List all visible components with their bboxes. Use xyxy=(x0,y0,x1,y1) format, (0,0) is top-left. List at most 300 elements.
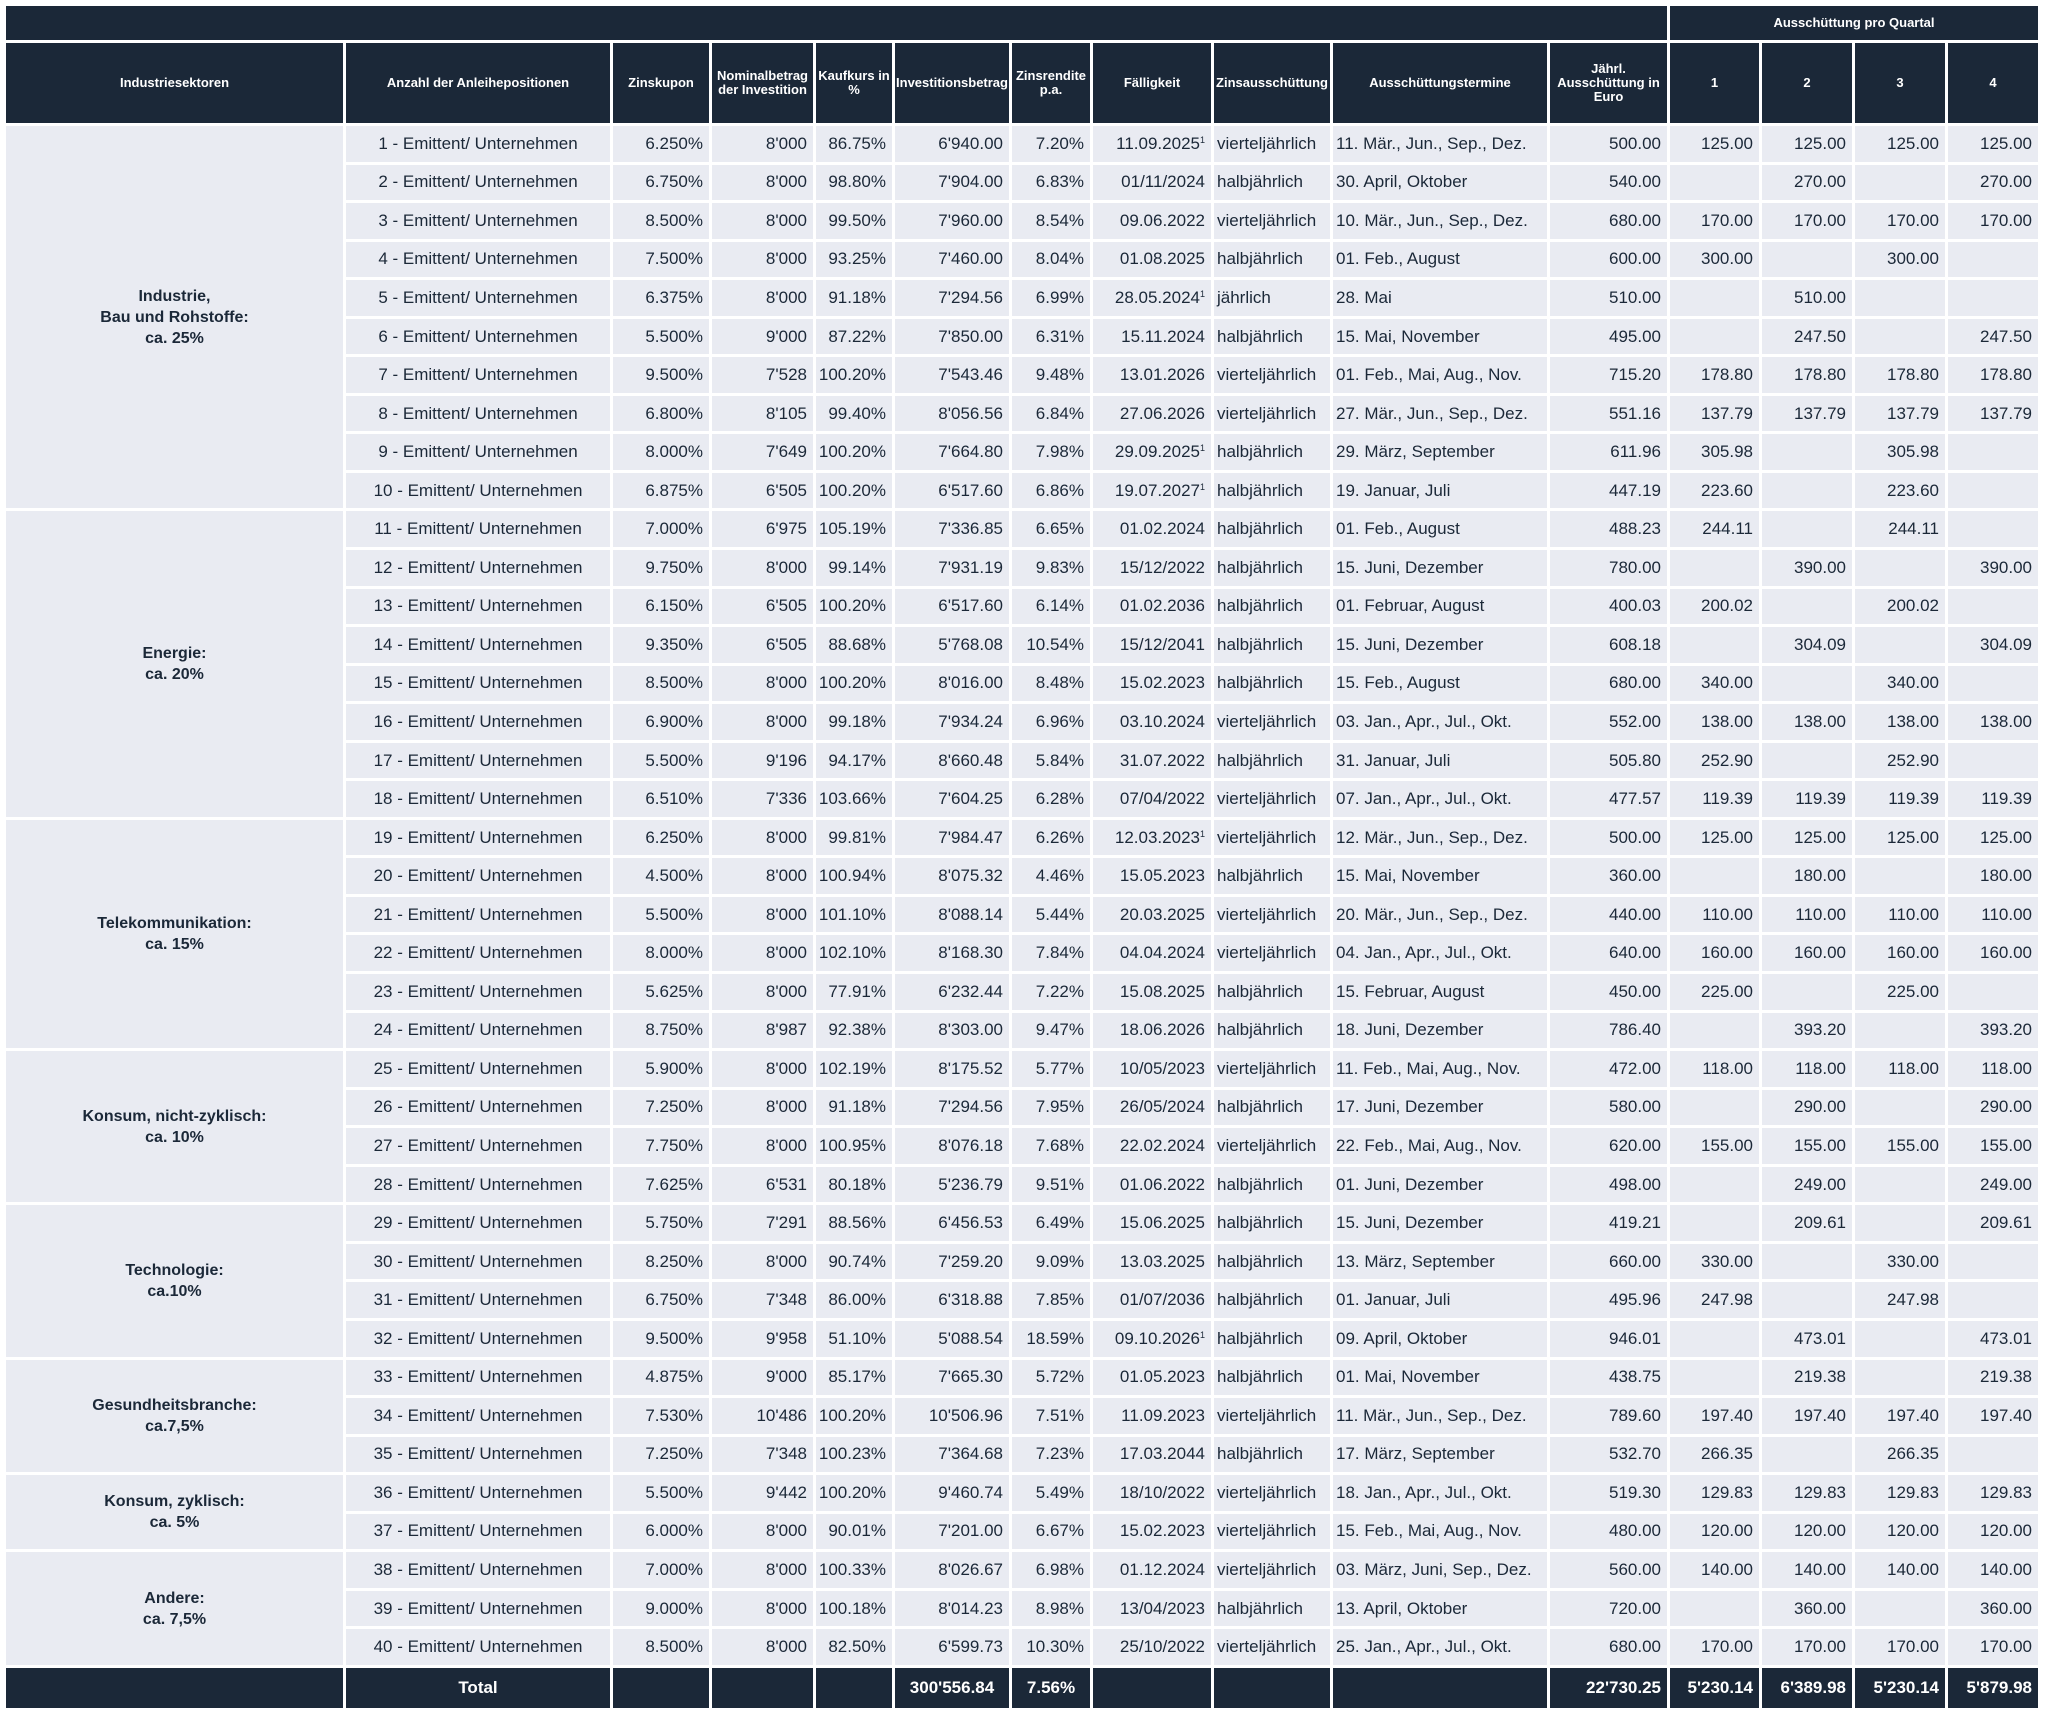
nominal-cell: 9'000 xyxy=(712,319,813,355)
position-cell: 36 - Emittent/ Unternehmen xyxy=(346,1475,610,1511)
q2-cell: 120.00 xyxy=(1762,1514,1852,1550)
total-empty-dates xyxy=(1333,1668,1547,1708)
position-cell: 6 - Emittent/ Unternehmen xyxy=(346,319,610,355)
q1-cell: 252.90 xyxy=(1670,743,1759,779)
q1-cell: 125.00 xyxy=(1670,820,1759,856)
maturity-date: 01.08.2025 xyxy=(1119,249,1205,269)
q4-cell xyxy=(1948,1244,2038,1280)
table-row xyxy=(6,1051,2038,1087)
footnote-marker: 1 xyxy=(1199,443,1205,454)
nominal-cell: 8'000 xyxy=(712,974,813,1010)
yield-cell: 7.20% xyxy=(1012,126,1090,162)
yield-cell: 6.49% xyxy=(1012,1205,1090,1241)
q1-cell xyxy=(1670,1321,1759,1357)
q4-cell: 125.00 xyxy=(1948,126,2038,162)
interest-frequency-cell: vierteljährlich xyxy=(1214,126,1330,162)
maturity-cell xyxy=(1093,1128,1211,1164)
coupon-cell: 5.500% xyxy=(613,743,709,779)
maturity-date: 20.03.2025 xyxy=(1119,904,1205,924)
yield-cell: 7.22% xyxy=(1012,974,1090,1010)
maturity-cell xyxy=(1093,434,1211,470)
maturity-cell xyxy=(1093,396,1211,432)
payment-dates-cell: 12. Mär., Jun., Sep., Dez. xyxy=(1333,820,1547,856)
price-cell: 82.50% xyxy=(816,1629,892,1665)
nominal-cell: 9'958 xyxy=(712,1321,813,1357)
total-empty-frequency xyxy=(1214,1668,1330,1708)
price-cell: 100.20% xyxy=(816,1398,892,1434)
q3-cell: 160.00 xyxy=(1855,935,1945,971)
investment-cell: 9'460.74 xyxy=(895,1475,1009,1511)
price-cell: 102.10% xyxy=(816,935,892,971)
q3-cell xyxy=(1855,280,1945,316)
coupon-cell: 6.250% xyxy=(613,820,709,856)
position-cell: 21 - Emittent/ Unternehmen xyxy=(346,897,610,933)
q2-cell: 360.00 xyxy=(1762,1591,1852,1627)
yield-cell: 8.98% xyxy=(1012,1591,1090,1627)
maturity-cell xyxy=(1093,743,1211,779)
total-empty-nominal xyxy=(712,1668,813,1708)
price-cell: 100.18% xyxy=(816,1591,892,1627)
yield-cell: 9.48% xyxy=(1012,357,1090,393)
maturity-cell xyxy=(1093,550,1211,586)
interest-frequency-cell: vierteljährlich xyxy=(1214,1475,1330,1511)
payment-dates-cell: 30. April, Oktober xyxy=(1333,165,1547,201)
price-cell: 100.23% xyxy=(816,1437,892,1473)
interest-frequency-cell: halbjährlich xyxy=(1214,974,1330,1010)
q3-cell: 138.00 xyxy=(1855,704,1945,740)
q3-cell: 137.79 xyxy=(1855,396,1945,432)
coupon-cell: 7.530% xyxy=(613,1398,709,1434)
yield-cell: 8.04% xyxy=(1012,242,1090,278)
q1-cell: 300.00 xyxy=(1670,242,1759,278)
q2-cell xyxy=(1762,434,1852,470)
nominal-cell: 8'000 xyxy=(712,897,813,933)
q3-cell: 330.00 xyxy=(1855,1244,1945,1280)
maturity-date: 01/11/2024 xyxy=(1121,172,1205,192)
maturity-cell xyxy=(1093,242,1211,278)
q1-cell: 223.60 xyxy=(1670,473,1759,509)
maturity-date: 15/12/2041 xyxy=(1119,634,1205,654)
nominal-cell: 8'987 xyxy=(712,1013,813,1049)
col-header-q4: 4 xyxy=(1948,43,2038,123)
position-cell: 15 - Emittent/ Unternehmen xyxy=(346,666,610,702)
maturity-date: 18/10/2022 xyxy=(1119,1482,1205,1502)
interest-frequency-cell: halbjährlich xyxy=(1214,242,1330,278)
yield-cell: 9.47% xyxy=(1012,1013,1090,1049)
q2-cell: 247.50 xyxy=(1762,319,1852,355)
payment-dates-cell: 03. März, Juni, Sep., Dez. xyxy=(1333,1552,1547,1588)
position-cell: 8 - Emittent/ Unternehmen xyxy=(346,396,610,432)
header-spacer xyxy=(6,6,1667,40)
coupon-cell: 6.250% xyxy=(613,126,709,162)
interest-frequency-cell: vierteljährlich xyxy=(1214,1398,1330,1434)
annual-payout-cell: 505.80 xyxy=(1550,743,1667,779)
investment-cell: 7'934.24 xyxy=(895,704,1009,740)
q3-cell: 252.90 xyxy=(1855,743,1945,779)
annual-payout-cell: 680.00 xyxy=(1550,666,1667,702)
position-cell: 4 - Emittent/ Unternehmen xyxy=(346,242,610,278)
interest-frequency-cell: halbjährlich xyxy=(1214,743,1330,779)
maturity-date: 01.12.2024 xyxy=(1119,1560,1205,1579)
nominal-cell: 8'000 xyxy=(712,1552,813,1588)
yield-cell: 9.83% xyxy=(1012,550,1090,586)
bond-rows xyxy=(6,126,2038,1665)
payment-dates-cell: 01. Januar, Juli xyxy=(1333,1282,1547,1318)
interest-frequency-cell: vierteljährlich xyxy=(1214,820,1330,856)
position-cell: 30 - Emittent/ Unternehmen xyxy=(346,1244,610,1280)
maturity-date: 13.01.2026 xyxy=(1119,365,1205,385)
nominal-cell: 7'649 xyxy=(712,434,813,470)
maturity-date: 09.10.2026 xyxy=(1114,1328,1200,1348)
payment-dates-cell: 01. Feb., August xyxy=(1333,511,1547,547)
yield-cell: 7.85% xyxy=(1012,1282,1090,1318)
coupon-cell: 5.500% xyxy=(613,1475,709,1511)
q4-cell xyxy=(1948,743,2038,779)
q1-cell: 137.79 xyxy=(1670,396,1759,432)
yield-cell: 8.48% xyxy=(1012,666,1090,702)
q4-cell: 290.00 xyxy=(1948,1090,2038,1126)
interest-frequency-cell: halbjährlich xyxy=(1214,1244,1330,1280)
price-cell: 92.38% xyxy=(816,1013,892,1049)
maturity-cell xyxy=(1093,1090,1211,1126)
q1-cell: 340.00 xyxy=(1670,666,1759,702)
price-cell: 86.75% xyxy=(816,126,892,162)
q1-cell xyxy=(1670,550,1759,586)
maturity-cell xyxy=(1093,1591,1211,1627)
payment-dates-cell: 11. Mär., Jun., Sep., Dez. xyxy=(1333,126,1547,162)
q3-cell: 110.00 xyxy=(1855,897,1945,933)
q2-cell: 170.00 xyxy=(1762,203,1852,239)
coupon-cell: 6.875% xyxy=(613,473,709,509)
payment-dates-cell: 15. Juni, Dezember xyxy=(1333,550,1547,586)
coupon-cell: 7.500% xyxy=(613,242,709,278)
maturity-cell xyxy=(1093,1282,1211,1318)
coupon-cell: 8.000% xyxy=(613,434,709,470)
annual-payout-cell: 540.00 xyxy=(1550,165,1667,201)
interest-frequency-cell: halbjährlich xyxy=(1214,165,1330,201)
position-cell: 25 - Emittent/ Unternehmen xyxy=(346,1051,610,1087)
q3-cell: 155.00 xyxy=(1855,1128,1945,1164)
q2-cell: 270.00 xyxy=(1762,165,1852,201)
col-header-sector: Industriesektoren xyxy=(6,43,343,123)
maturity-date: 15.02.2023 xyxy=(1119,1521,1205,1541)
yield-cell: 7.98% xyxy=(1012,434,1090,470)
total-investment: 300'556.84 xyxy=(895,1668,1009,1708)
maturity-date: 10/05/2023 xyxy=(1119,1058,1205,1078)
maturity-cell xyxy=(1093,666,1211,702)
coupon-cell: 9.750% xyxy=(613,550,709,586)
q4-cell: 155.00 xyxy=(1948,1128,2038,1164)
maturity-date: 13/04/2023 xyxy=(1119,1598,1205,1618)
payment-dates-cell: 07. Jan., Apr., Jul., Okt. xyxy=(1333,781,1547,817)
position-cell: 1 - Emittent/ Unternehmen xyxy=(346,126,610,162)
table-row xyxy=(6,820,2038,856)
position-cell: 24 - Emittent/ Unternehmen xyxy=(346,1013,610,1049)
position-cell: 33 - Emittent/ Unternehmen xyxy=(346,1360,610,1396)
interest-frequency-cell: halbjährlich xyxy=(1214,1282,1330,1318)
q2-cell: 393.20 xyxy=(1762,1013,1852,1049)
payment-dates-cell: 09. April, Oktober xyxy=(1333,1321,1547,1357)
interest-frequency-cell: vierteljährlich xyxy=(1214,781,1330,817)
q4-cell: 247.50 xyxy=(1948,319,2038,355)
footnote-marker: 1 xyxy=(1199,1329,1205,1340)
maturity-date: 15.06.2025 xyxy=(1119,1213,1205,1233)
payment-dates-cell: 17. Juni, Dezember xyxy=(1333,1090,1547,1126)
investment-cell: 7'364.68 xyxy=(895,1437,1009,1473)
q4-cell: 110.00 xyxy=(1948,897,2038,933)
coupon-cell: 8.500% xyxy=(613,203,709,239)
col-header-nominal: Nominalbetrag der Investition xyxy=(712,43,813,123)
total-q2: 6'389.98 xyxy=(1762,1668,1852,1708)
price-cell: 91.18% xyxy=(816,280,892,316)
maturity-cell xyxy=(1093,319,1211,355)
total-label: Total xyxy=(346,1668,610,1708)
q2-cell: 140.00 xyxy=(1762,1552,1852,1588)
yield-cell: 6.67% xyxy=(1012,1514,1090,1550)
price-cell: 91.18% xyxy=(816,1090,892,1126)
maturity-date: 07/04/2022 xyxy=(1119,789,1205,809)
coupon-cell: 6.750% xyxy=(613,165,709,201)
investment-cell: 8'088.14 xyxy=(895,897,1009,933)
q3-cell: 170.00 xyxy=(1855,1629,1945,1665)
payment-dates-cell: 19. Januar, Juli xyxy=(1333,473,1547,509)
maturity-date: 25/10/2022 xyxy=(1119,1637,1205,1657)
price-cell: 103.66% xyxy=(816,781,892,817)
q1-cell: 178.80 xyxy=(1670,357,1759,393)
q4-cell xyxy=(1948,589,2038,625)
coupon-cell: 8.000% xyxy=(613,935,709,971)
interest-frequency-cell: vierteljährlich xyxy=(1214,1128,1330,1164)
coupon-cell: 9.500% xyxy=(613,1321,709,1357)
maturity-date: 15.11.2024 xyxy=(1121,326,1205,346)
interest-frequency-cell: vierteljährlich xyxy=(1214,704,1330,740)
position-cell: 32 - Emittent/ Unternehmen xyxy=(346,1321,610,1357)
col-header-positions: Anzahl der Anleihepositionen xyxy=(346,43,610,123)
q4-cell: 138.00 xyxy=(1948,704,2038,740)
annual-payout-cell: 580.00 xyxy=(1550,1090,1667,1126)
yield-cell: 7.84% xyxy=(1012,935,1090,971)
annual-payout-cell: 608.18 xyxy=(1550,627,1667,663)
position-cell: 23 - Emittent/ Unternehmen xyxy=(346,974,610,1010)
coupon-cell: 6.800% xyxy=(613,396,709,432)
interest-frequency-cell: halbjährlich xyxy=(1214,1321,1330,1357)
payment-dates-cell: 13. April, Oktober xyxy=(1333,1591,1547,1627)
q2-cell xyxy=(1762,1437,1852,1473)
q3-cell xyxy=(1855,319,1945,355)
nominal-cell: 8'000 xyxy=(712,1128,813,1164)
yield-cell: 6.26% xyxy=(1012,820,1090,856)
maturity-cell xyxy=(1093,473,1211,509)
annual-payout-cell: 440.00 xyxy=(1550,897,1667,933)
nominal-cell: 8'000 xyxy=(712,820,813,856)
price-cell: 88.56% xyxy=(816,1205,892,1241)
col-header-price: Kaufkurs in % xyxy=(816,43,892,123)
position-cell: 13 - Emittent/ Unternehmen xyxy=(346,589,610,625)
price-cell: 99.81% xyxy=(816,820,892,856)
q1-cell xyxy=(1670,1013,1759,1049)
q2-cell: 170.00 xyxy=(1762,1629,1852,1665)
position-cell: 37 - Emittent/ Unternehmen xyxy=(346,1514,610,1550)
q2-cell: 304.09 xyxy=(1762,627,1852,663)
q4-cell: 197.40 xyxy=(1948,1398,2038,1434)
coupon-cell: 5.750% xyxy=(613,1205,709,1241)
payment-dates-cell: 25. Jan., Apr., Jul., Okt. xyxy=(1333,1629,1547,1665)
q4-cell: 393.20 xyxy=(1948,1013,2038,1049)
total-row xyxy=(6,1668,2038,1708)
investment-cell: 6'318.88 xyxy=(895,1282,1009,1318)
payment-dates-cell: 01. Feb., August xyxy=(1333,242,1547,278)
maturity-cell xyxy=(1093,820,1211,856)
maturity-cell xyxy=(1093,858,1211,894)
position-cell: 9 - Emittent/ Unternehmen xyxy=(346,434,610,470)
payment-dates-cell: 15. Juni, Dezember xyxy=(1333,627,1547,663)
maturity-date: 01.05.2023 xyxy=(1119,1367,1205,1387)
nominal-cell: 8'000 xyxy=(712,550,813,586)
investment-cell: 8'014.23 xyxy=(895,1591,1009,1627)
nominal-cell: 7'528 xyxy=(712,357,813,393)
q1-cell xyxy=(1670,858,1759,894)
position-cell: 3 - Emittent/ Unternehmen xyxy=(346,203,610,239)
maturity-cell xyxy=(1093,935,1211,971)
nominal-cell: 8'000 xyxy=(712,242,813,278)
yield-cell: 6.14% xyxy=(1012,589,1090,625)
total-q3: 5'230.14 xyxy=(1855,1668,1945,1708)
payment-dates-cell: 15. Februar, August xyxy=(1333,974,1547,1010)
q2-cell: 180.00 xyxy=(1762,858,1852,894)
q4-cell: 180.00 xyxy=(1948,858,2038,894)
q3-cell: 140.00 xyxy=(1855,1552,1945,1588)
investment-cell: 7'850.00 xyxy=(895,319,1009,355)
sector-label: Energie: ca. 20% xyxy=(6,511,343,816)
annual-payout-cell: 680.00 xyxy=(1550,1629,1667,1665)
annual-payout-cell: 680.00 xyxy=(1550,203,1667,239)
investment-cell: 7'931.19 xyxy=(895,550,1009,586)
maturity-date: 01/07/2036 xyxy=(1119,1290,1205,1310)
q3-cell: 223.60 xyxy=(1855,473,1945,509)
investment-cell: 8'303.00 xyxy=(895,1013,1009,1049)
nominal-cell: 7'348 xyxy=(712,1437,813,1473)
investment-cell: 7'604.25 xyxy=(895,781,1009,817)
annual-payout-cell: 472.00 xyxy=(1550,1051,1667,1087)
maturity-date: 01.02.2024 xyxy=(1119,519,1205,539)
interest-frequency-cell: halbjährlich xyxy=(1214,858,1330,894)
payment-dates-cell: 15. Feb., August xyxy=(1333,666,1547,702)
sector-label: Andere: ca. 7,5% xyxy=(6,1552,343,1665)
annual-payout-cell: 786.40 xyxy=(1550,1013,1667,1049)
interest-frequency-cell: vierteljährlich xyxy=(1214,1629,1330,1665)
q1-cell: 138.00 xyxy=(1670,704,1759,740)
q2-cell: 473.01 xyxy=(1762,1321,1852,1357)
col-header-investment: Investitionsbetrag xyxy=(895,43,1009,123)
price-cell: 100.95% xyxy=(816,1128,892,1164)
col-header-q3: 3 xyxy=(1855,43,1945,123)
q4-cell: 219.38 xyxy=(1948,1360,2038,1396)
position-cell: 19 - Emittent/ Unternehmen xyxy=(346,820,610,856)
investment-cell: 8'076.18 xyxy=(895,1128,1009,1164)
position-cell: 26 - Emittent/ Unternehmen xyxy=(346,1090,610,1126)
annual-payout-cell: 360.00 xyxy=(1550,858,1667,894)
q1-cell: 225.00 xyxy=(1670,974,1759,1010)
q4-cell: 119.39 xyxy=(1948,781,2038,817)
investment-cell: 7'960.00 xyxy=(895,203,1009,239)
position-cell: 16 - Emittent/ Unternehmen xyxy=(346,704,610,740)
position-cell: 20 - Emittent/ Unternehmen xyxy=(346,858,610,894)
nominal-cell: 8'000 xyxy=(712,1514,813,1550)
coupon-cell: 5.500% xyxy=(613,319,709,355)
maturity-cell xyxy=(1093,704,1211,740)
col-header-q2: 2 xyxy=(1762,43,1852,123)
payment-dates-cell: 17. März, September xyxy=(1333,1437,1547,1473)
q2-cell: 129.83 xyxy=(1762,1475,1852,1511)
q1-cell: 170.00 xyxy=(1670,203,1759,239)
maturity-cell xyxy=(1093,280,1211,316)
q1-cell: 140.00 xyxy=(1670,1552,1759,1588)
payment-dates-cell: 31. Januar, Juli xyxy=(1333,743,1547,779)
annual-payout-cell: 789.60 xyxy=(1550,1398,1667,1434)
yield-cell: 6.99% xyxy=(1012,280,1090,316)
yield-cell: 6.65% xyxy=(1012,511,1090,547)
yield-cell: 5.84% xyxy=(1012,743,1090,779)
nominal-cell: 7'336 xyxy=(712,781,813,817)
table-row xyxy=(6,126,2038,162)
q2-cell: 137.79 xyxy=(1762,396,1852,432)
price-cell: 99.14% xyxy=(816,550,892,586)
nominal-cell: 8'000 xyxy=(712,126,813,162)
table-row xyxy=(6,1205,2038,1241)
nominal-cell: 8'000 xyxy=(712,203,813,239)
maturity-cell xyxy=(1093,589,1211,625)
nominal-cell: 8'000 xyxy=(712,666,813,702)
col-header-coupon: Zinskupon xyxy=(613,43,709,123)
annual-payout-cell: 450.00 xyxy=(1550,974,1667,1010)
nominal-cell: 6'505 xyxy=(712,589,813,625)
investment-cell: 5'236.79 xyxy=(895,1167,1009,1203)
nominal-cell: 6'505 xyxy=(712,627,813,663)
yield-cell: 7.51% xyxy=(1012,1398,1090,1434)
maturity-date: 26/05/2024 xyxy=(1119,1097,1205,1117)
q1-cell: 244.11 xyxy=(1670,511,1759,547)
position-cell: 31 - Emittent/ Unternehmen xyxy=(346,1282,610,1318)
q4-cell: 473.01 xyxy=(1948,1321,2038,1357)
maturity-cell xyxy=(1093,1205,1211,1241)
price-cell: 90.01% xyxy=(816,1514,892,1550)
payment-dates-cell: 03. Jan., Apr., Jul., Okt. xyxy=(1333,704,1547,740)
investment-cell: 7'201.00 xyxy=(895,1514,1009,1550)
position-cell: 10 - Emittent/ Unternehmen xyxy=(346,473,610,509)
interest-frequency-cell: vierteljährlich xyxy=(1214,1514,1330,1550)
q1-cell xyxy=(1670,1167,1759,1203)
investment-cell: 10'506.96 xyxy=(895,1398,1009,1434)
q2-cell: 160.00 xyxy=(1762,935,1852,971)
investment-cell: 7'543.46 xyxy=(895,357,1009,393)
annual-payout-cell: 498.00 xyxy=(1550,1167,1667,1203)
q3-cell xyxy=(1855,1090,1945,1126)
annual-payout-cell: 780.00 xyxy=(1550,550,1667,586)
maturity-cell xyxy=(1093,1475,1211,1511)
payment-dates-cell: 11. Feb., Mai, Aug., Nov. xyxy=(1333,1051,1547,1087)
q2-cell: 219.38 xyxy=(1762,1360,1852,1396)
investment-cell: 7'665.30 xyxy=(895,1360,1009,1396)
q1-cell xyxy=(1670,165,1759,201)
maturity-cell xyxy=(1093,1437,1211,1473)
coupon-cell: 7.250% xyxy=(613,1090,709,1126)
q4-cell: 304.09 xyxy=(1948,627,2038,663)
investment-cell: 8'660.48 xyxy=(895,743,1009,779)
position-cell: 28 - Emittent/ Unternehmen xyxy=(346,1167,610,1203)
interest-frequency-cell: halbjährlich xyxy=(1214,1360,1330,1396)
coupon-cell: 9.000% xyxy=(613,1591,709,1627)
q2-cell xyxy=(1762,974,1852,1010)
